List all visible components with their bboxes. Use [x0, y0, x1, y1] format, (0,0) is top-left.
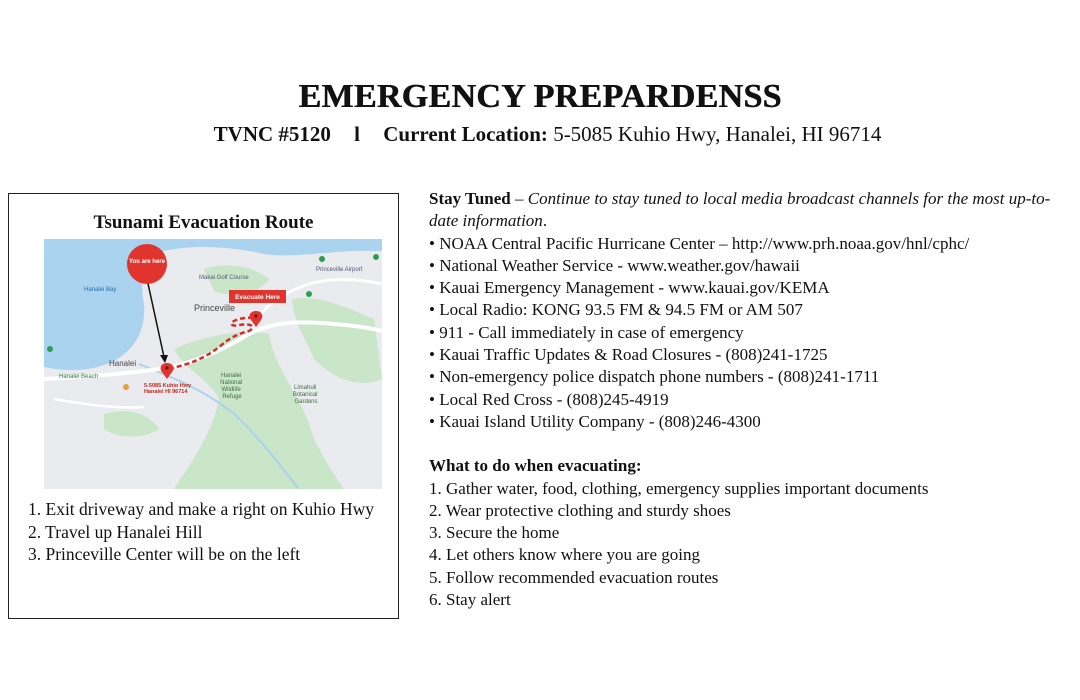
refuge-line: National: [220, 380, 243, 386]
evacuating-item: 1. Gather water, food, clothing, emergency supplies important documents: [429, 478, 929, 498]
label-bay: Hanalei Bay: [84, 287, 117, 293]
poi-pin: [319, 256, 325, 262]
label-golf: Makai Golf Course: [199, 275, 249, 281]
resource-item: • Local Radio: KONG 93.5 FM & 94.5 FM or AM 507: [429, 300, 803, 320]
label-refuge: [220, 373, 244, 400]
evacuating-item: 2. Wear protective clothing and sturdy shoes: [429, 500, 731, 520]
resource-item: • Non-emergency police dispatch phone numbers - (808)241-1711: [429, 367, 880, 387]
poi-pin: [123, 384, 129, 390]
origin-pin-dot: [165, 366, 168, 369]
evacuating-item: 6. Stay alert: [429, 590, 511, 610]
destination-pin-dot: [254, 314, 257, 317]
refuge-line: Hanalei: [220, 373, 242, 379]
resource-item: • National Weather Service - www.weather.gov/hawaii: [429, 255, 800, 275]
stay-tuned-text: Continue to stay tuned to local media broadcast channels for the most up-to-date information: [429, 189, 1051, 231]
page-title: EMERGENCY PREPARDENSS: [298, 78, 782, 115]
label-hanalei: Hanalei: [109, 359, 137, 368]
you-are-here-label: You are here: [129, 259, 165, 265]
evacuating-item: 3. Secure the home: [429, 523, 560, 543]
resource-item: • Kauai Traffic Updates & Road Closures - (808)241-1725: [429, 345, 828, 365]
resource-item: • Kauai Emergency Management - www.kauai.gov/KEMA: [429, 278, 830, 298]
stay-tuned-dash: –: [510, 189, 528, 208]
resource-list: [429, 233, 1069, 434]
location-label: Current Location:: [383, 122, 548, 146]
poi-pin: [47, 346, 53, 352]
label-garden: [293, 385, 319, 405]
evacuate-here-label: Evacuate Here: [235, 294, 280, 301]
resource-item: • 911 - Call immediately in case of emergency: [429, 322, 744, 342]
garden-line: Limahuli: [293, 385, 317, 391]
route-steps: [28, 498, 374, 566]
evacuating-list: [429, 478, 1069, 612]
address-label: [144, 383, 193, 395]
route-step: 2. Travel up Hanalei Hill: [28, 521, 203, 542]
resource-item: • NOAA Central Pacific Hurricane Center – http://www.prh.noaa.gov/hnl/cphc/: [429, 233, 970, 253]
poi-pin: [306, 291, 312, 297]
evacuating-item: 4. Let others know where you are going: [429, 545, 700, 565]
label-princeville: Princeville: [194, 303, 236, 313]
garden-line: Botanical: [292, 392, 318, 398]
separator: l: [354, 122, 360, 146]
map-graphic: [44, 239, 382, 489]
resource-item: • Local Red Cross - (808)245-4919: [429, 389, 669, 409]
evacuation-map: [44, 239, 382, 489]
route-title: Tsunami Evacuation Route: [93, 212, 314, 233]
evacuating-title: What to do when evacuating:: [429, 456, 642, 476]
address-line: 5-5085 Kuhio Hwy: [144, 383, 192, 389]
label-beach: Hanalei Beach: [59, 374, 99, 380]
stay-tuned-intro: [429, 188, 1069, 233]
garden-line: Gardens: [294, 399, 318, 405]
label-airport: Princeville Airport: [316, 267, 363, 273]
route-step: 1. Exit driveway and make a right on Kuhio Hwy: [28, 499, 375, 519]
resource-item: • Kauai Island Utility Company - (808)246-4300: [429, 411, 761, 431]
route-step: 3. Princeville Center will be on the left: [28, 544, 301, 564]
subtitle-line: [0, 122, 1080, 147]
location-value: 5-5085 Kuhio Hwy, Hanalei, HI 96714: [553, 122, 882, 146]
refuge-line: Refuge: [222, 394, 242, 400]
evacuating-item: 5. Follow recommended evacuation routes: [429, 567, 719, 587]
property-id: TVNC #5120: [213, 122, 331, 146]
stay-tuned-lead: Stay Tuned: [429, 189, 511, 208]
stay-tuned-end: .: [542, 211, 548, 231]
info-column: [429, 188, 1069, 611]
evacuation-route-panel: [8, 193, 399, 619]
refuge-line: Wildlife: [221, 387, 241, 393]
address-line: Hanalei HI 96714: [144, 389, 188, 395]
poi-pin: [373, 254, 379, 260]
